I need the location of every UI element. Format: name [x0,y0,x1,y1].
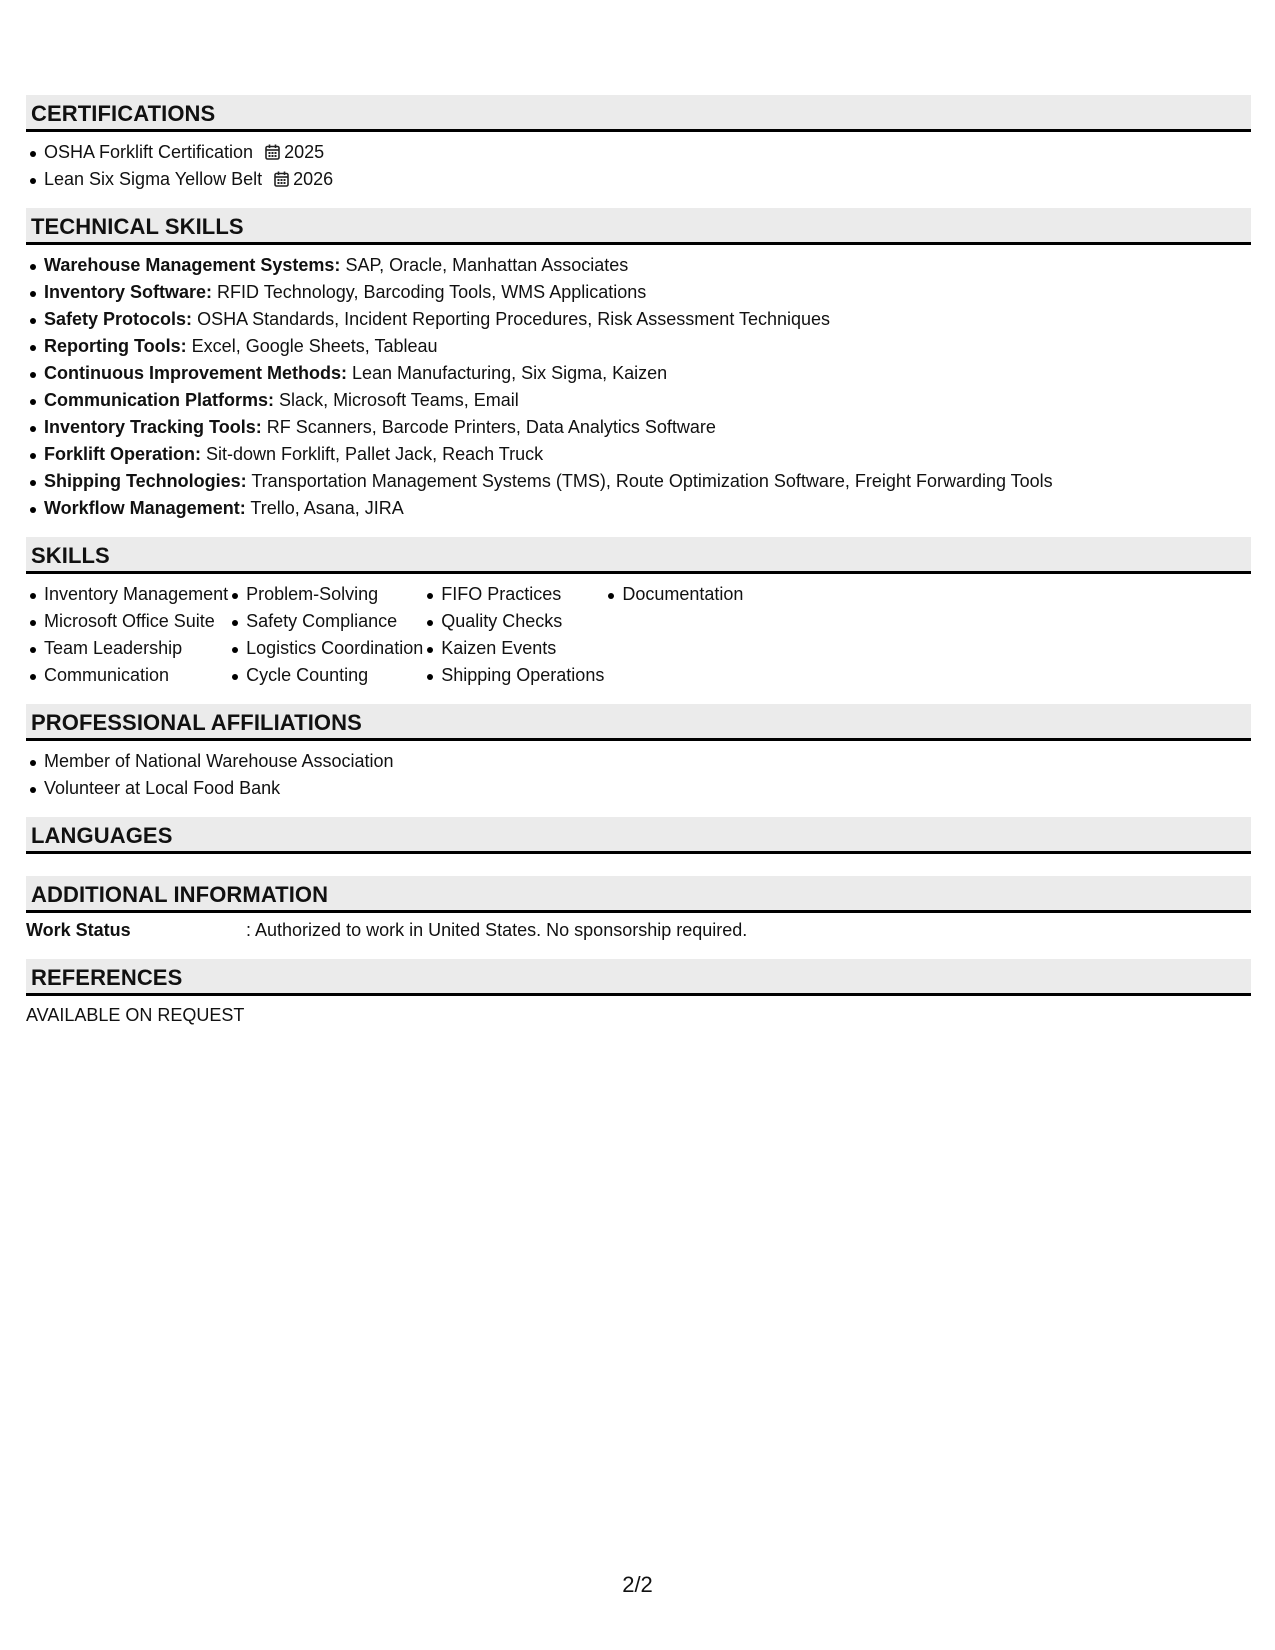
skill-item: Quality Checks [423,608,604,635]
technical-skill-label: Reporting Tools: [44,336,187,356]
additional-info-heading: ADDITIONAL INFORMATION [26,876,1251,913]
affiliation-item: Volunteer at Local Food Bank [26,775,1251,802]
technical-skill-label: Continuous Improvement Methods: [44,363,347,383]
certification-year: 2026 [293,169,334,189]
skills-grid [26,581,1251,689]
references-section [26,996,1251,1044]
certification-name: OSHA Forklift Certification [44,142,254,162]
certification-name: Lean Six Sigma Yellow Belt [44,169,263,189]
technical-skill-item [26,495,1251,522]
skill-item: Kaizen Events [423,635,604,662]
technical-skills-heading: TECHNICAL SKILLS [26,208,1251,245]
certification-year: 2025 [284,142,325,162]
technical-skill-item [26,468,1251,495]
skill-item: Team Leadership [26,635,228,662]
affiliations-list [26,748,1251,802]
references-heading: REFERENCES [26,959,1251,996]
skill-item: Problem-Solving [228,581,423,608]
technical-skill-item [26,306,1251,333]
technical-skill-label: Communication Platforms: [44,390,275,410]
technical-skill-value: RFID Technology, Barcoding Tools, WMS Applications [217,282,647,302]
technical-skill-item [26,252,1251,279]
affiliations-section [26,741,1251,817]
affiliation-item: Member of National Warehouse Association [26,748,1251,775]
languages-section [26,854,1251,876]
page-number: 2/2 [622,1572,653,1597]
technical-skill-item [26,387,1251,414]
skill-item: Safety Compliance [228,608,423,635]
skills-section [26,574,1251,704]
certification-item [26,139,1251,166]
technical-skill-label: Workflow Management: [44,498,246,518]
references-text: AVAILABLE ON REQUEST [26,1005,245,1025]
calendar-icon [274,168,289,195]
technical-skill-label: Shipping Technologies: [44,471,247,491]
technical-skill-item [26,279,1251,306]
technical-skill-value: Trello, Asana, JIRA [250,498,404,518]
technical-skills-list [26,252,1251,522]
certification-item [26,166,1251,193]
skill-item: Documentation [604,581,743,608]
technical-skill-label: Safety Protocols: [44,309,193,329]
certifications-section [26,132,1251,208]
skill-item: FIFO Practices [423,581,604,608]
skill-item: Communication [26,662,228,689]
technical-skill-item [26,360,1251,387]
technical-skill-value: Excel, Google Sheets, Tableau [191,336,438,356]
info-key: Work Status [26,920,131,940]
info-value: : Authorized to work in United States. No sponsorship required. [246,920,748,940]
skills-column [228,581,423,689]
technical-skill-item [26,333,1251,360]
technical-skill-value: Slack, Microsoft Teams, Email [279,390,519,410]
technical-skill-value: Transportation Management Systems (TMS), Route Optimization Software, Freight Forwarding Tools [251,471,1053,491]
skill-item: Cycle Counting [228,662,423,689]
resume-page [26,95,1251,1044]
skill-item: Logistics Coordination [228,635,423,662]
technical-skill-value: OSHA Standards, Incident Reporting Procedures, Risk Assessment Techniques [197,309,831,329]
skills-column [26,581,228,689]
technical-skill-item [26,414,1251,441]
additional-info-section [26,913,1251,959]
skills-column [604,581,743,689]
languages-heading: LANGUAGES [26,817,1251,854]
skill-item: Microsoft Office Suite [26,608,228,635]
technical-skills-section [26,245,1251,537]
calendar-icon [265,141,280,168]
technical-skill-label: Forklift Operation: [44,444,201,464]
technical-skill-label: Inventory Software: [44,282,213,302]
info-row [26,917,1251,944]
skill-item: Shipping Operations [423,662,604,689]
certifications-list [26,139,1251,193]
technical-skill-value: RF Scanners, Barcode Printers, Data Analytics Software [266,417,716,437]
skills-heading: SKILLS [26,537,1251,574]
technical-skill-label: Inventory Tracking Tools: [44,417,262,437]
skill-item: Inventory Management [26,581,228,608]
technical-skill-item [26,441,1251,468]
affiliations-heading: PROFESSIONAL AFFILIATIONS [26,704,1251,741]
technical-skill-value: Sit-down Forklift, Pallet Jack, Reach Truck [206,444,544,464]
technical-skill-value: SAP, Oracle, Manhattan Associates [345,255,629,275]
skills-column [423,581,604,689]
certifications-heading: CERTIFICATIONS [26,95,1251,132]
technical-skill-label: Warehouse Management Systems: [44,255,341,275]
technical-skill-value: Lean Manufacturing, Six Sigma, Kaizen [352,363,668,383]
